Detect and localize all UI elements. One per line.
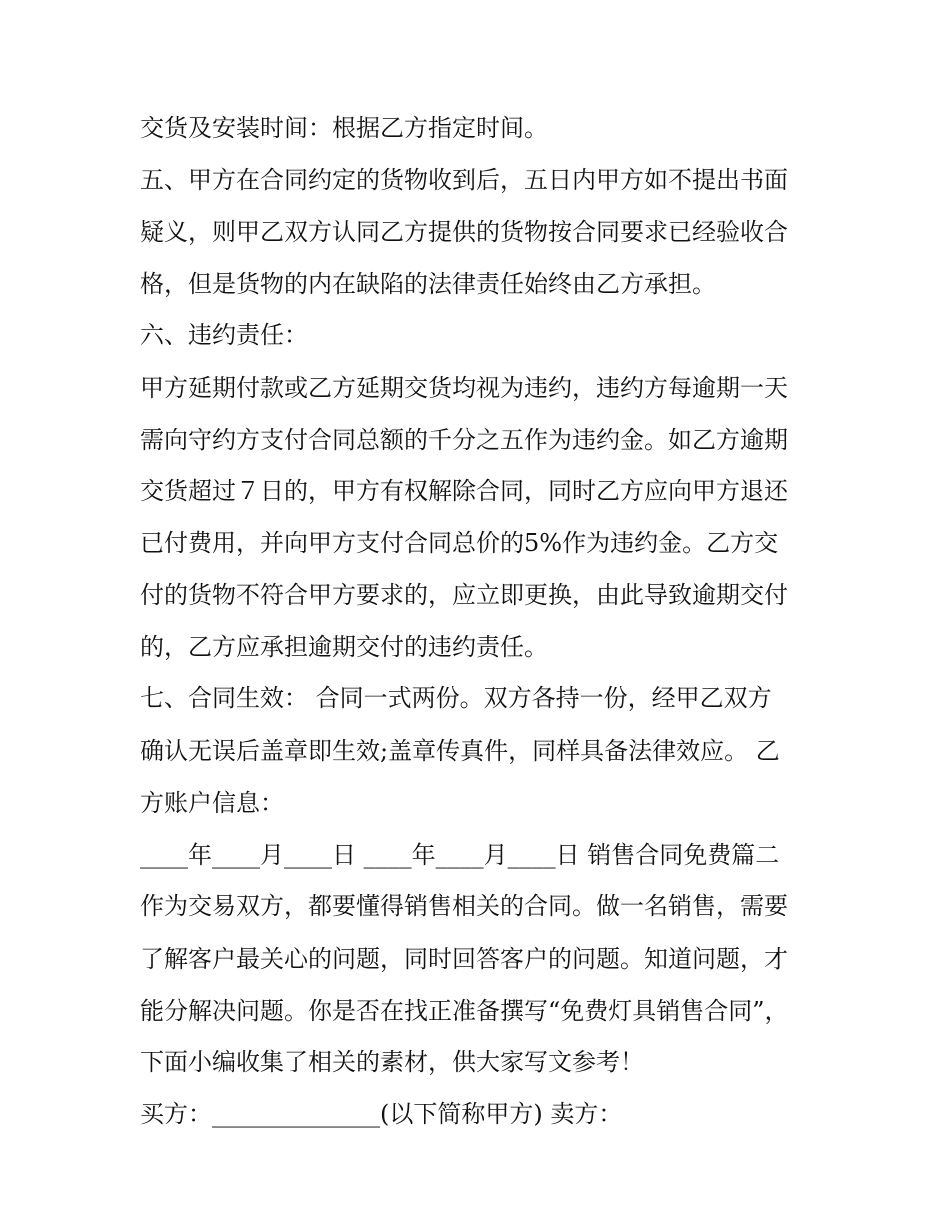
text-line: 交货及安装时间：根据乙方指定时间。	[140, 114, 548, 142]
text-line: 六、违约责任：	[140, 321, 308, 349]
text-line: 作为交易双方，都要懂得销售相关的合同。做一名销售，需要	[140, 892, 788, 920]
text-line: 了解客户最关心的问题，同时回答客户的问题。知道问题，才	[140, 945, 788, 973]
text-line: 格，但是货物的内在缺陷的法律责任始终由乙方承担。	[140, 270, 716, 298]
text-line: 七、合同生效： 合同一式两份。双方各持一份，经甲乙双方	[140, 684, 772, 712]
text-line: 确认无误后盖章即生效;盖章传真件，同样具备法律效应。 乙	[140, 737, 780, 765]
text-line: 能分解决问题。你是否在找正准备撰写“免费灯具销售合同”，	[140, 997, 789, 1025]
text-line: 五、甲方在合同约定的货物收到后，五日内甲方如不提出书面	[140, 166, 788, 194]
text-line: 甲方延期付款或乙方延期交货均视为违约，违约方每逾期一天	[140, 374, 788, 402]
text-line: 买方：______________(以下简称甲方) 卖方：	[140, 1100, 623, 1128]
text-line: 已付费用，并向甲方支付合同总价的5%作为违约金。乙方交	[140, 529, 779, 557]
text-line: 需向守约方支付合同总额的千分之五作为违约金。如乙方逾期	[140, 426, 788, 454]
text-line: 付的货物不符合甲方要求的，应立即更换，由此导致逾期交付	[140, 581, 788, 609]
text-line: 方账户信息：	[140, 789, 284, 817]
text-line: 下面小编收集了相关的素材，供大家写文参考！	[140, 1048, 644, 1076]
text-line: 交货超过７日的，甲方有权解除合同，同时乙方应向甲方退还	[140, 477, 788, 505]
text-line: 的，乙方应承担逾期交付的违约责任。	[140, 633, 548, 661]
text-line: 疑义，则甲乙双方认同乙方提供的货物按合同要求已经验收合	[140, 218, 788, 246]
text-line: ____年____月____日 ____年____月____日 销售合同免费篇二	[140, 841, 780, 869]
